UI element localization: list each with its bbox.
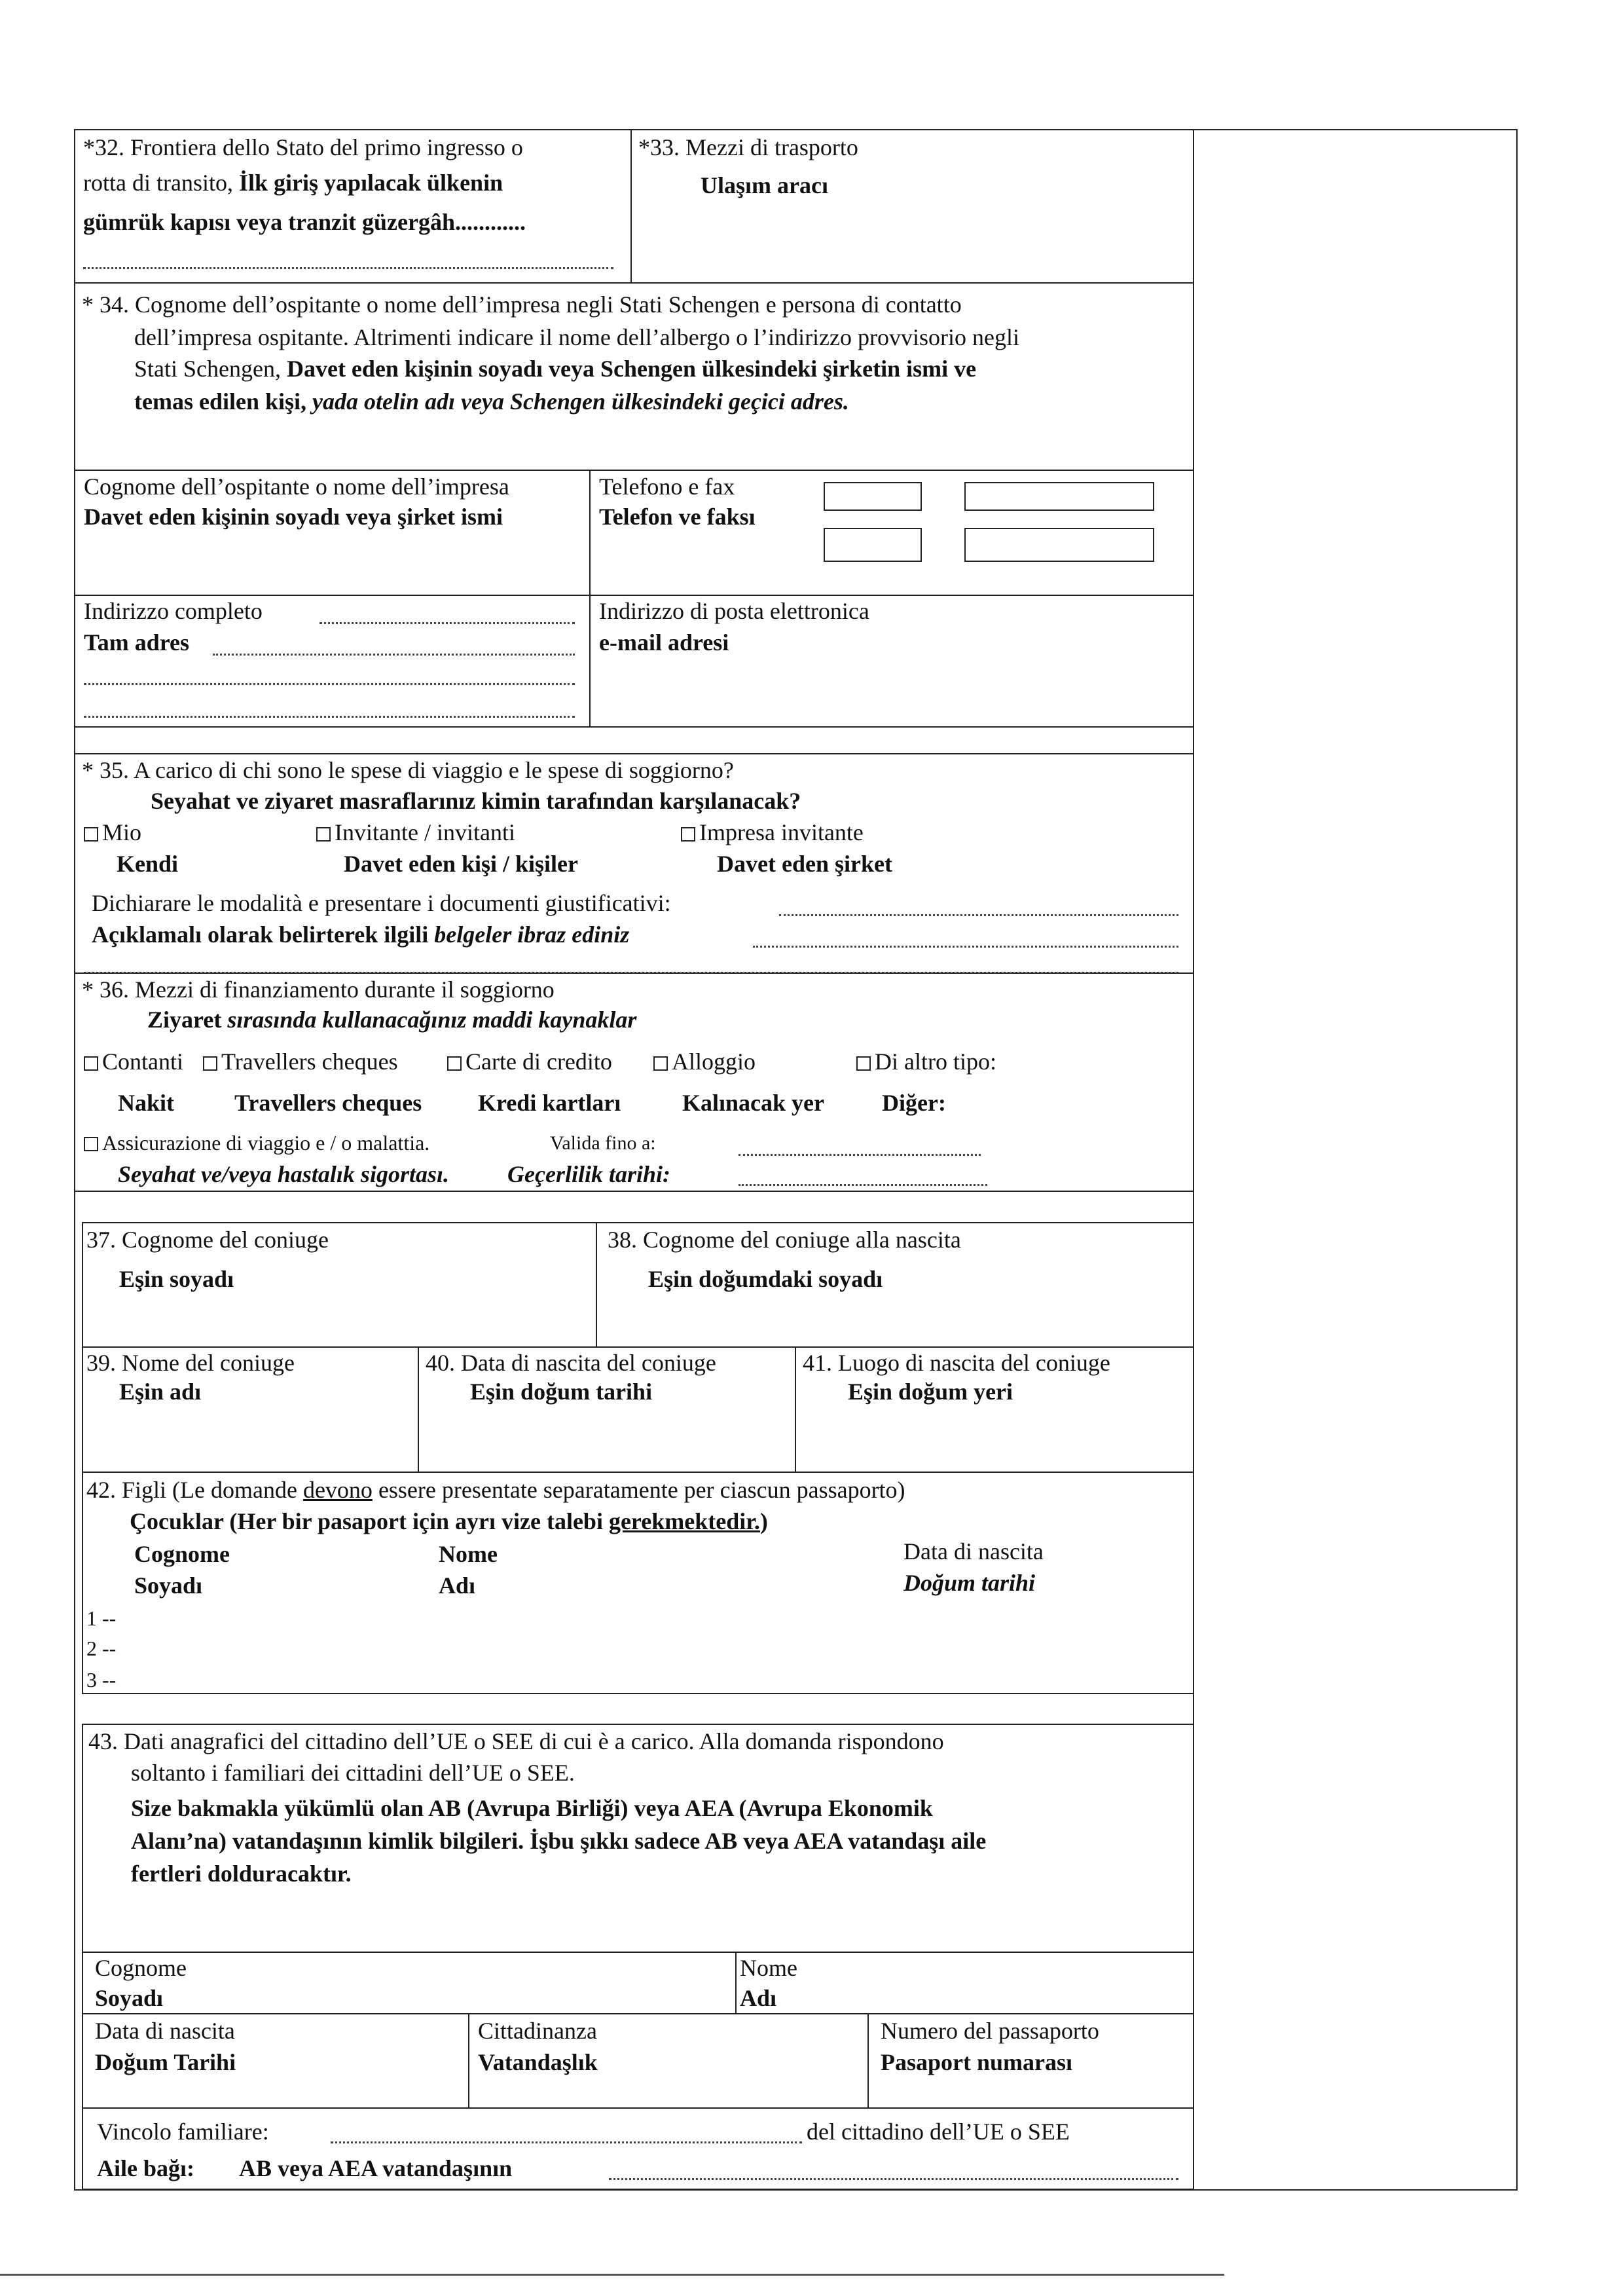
checkbox[interactable] [316, 827, 331, 842]
s35-declare-line-2[interactable] [753, 946, 1178, 948]
s36-label-it: * 36. Mezzi di finanziamento durante il soggiorno [82, 976, 555, 1003]
phone-fax-label-it: Telefono e fax [599, 473, 735, 500]
s35-option-mio-label: Mio [102, 819, 142, 845]
s34-line4-tr: temas edilen kişi, [134, 388, 313, 415]
page-bottom-rule [0, 2274, 1224, 2276]
s36-valid-it: Valida fino a: [550, 1132, 656, 1154]
s32-line3: gümrük kapısı veya tranzit güzergâh............ [83, 209, 526, 235]
s35-option-invitante[interactable] [316, 819, 515, 847]
s43-relation-line-it[interactable] [331, 2141, 802, 2143]
s43-surname-tr: Soyadı [95, 1985, 164, 2011]
s35-option-invitante-tr: Davet eden kişi / kişiler [344, 851, 578, 877]
s35-declare-it: Dichiarare le modalità e presentare i documenti giustificativi: [92, 890, 671, 916]
s42-label-tr [130, 1508, 768, 1536]
phone-fax-label-tr: Telefon ve faksı [599, 504, 756, 530]
s43-line5: fertleri dolduracaktır. [131, 1861, 352, 1887]
s41-label-it: 41. Luogo di nascita del coniuge [803, 1350, 1110, 1376]
s39-label-tr: Eşin adı [119, 1379, 202, 1405]
s43-relation-line-tr[interactable] [609, 2178, 1178, 2180]
s43-name-tr: Adı [740, 1985, 777, 2011]
s36-option-alloggio-label: Alloggio [672, 1048, 756, 1075]
address-line-2[interactable] [213, 654, 575, 656]
s39-label-it: 39. Nome del coniuge [86, 1350, 295, 1376]
s41-label-tr: Eşin doğum yeri [848, 1379, 1013, 1405]
s42-col-dob-it: Data di nascita [903, 1538, 1044, 1565]
s36-option-contanti[interactable] [84, 1048, 183, 1076]
s36-option-carte-label: Carte di credito [465, 1048, 612, 1075]
s32-line2-it: rotta di transito, [83, 170, 239, 196]
s43-passport-tr: Pasaport numarası [881, 2049, 1073, 2075]
phone-prefix-field[interactable] [824, 482, 922, 511]
s36-option-travellers[interactable] [203, 1048, 398, 1076]
checkbox[interactable] [84, 1056, 98, 1071]
s36-valid-tr: Geçerlilik tarihi: [507, 1161, 670, 1187]
address-label-it: Indirizzo completo [84, 598, 263, 624]
s34-line4 [134, 388, 849, 416]
fax-prefix-field[interactable] [824, 528, 922, 562]
s42-row-3[interactable]: 3 -- [86, 1668, 117, 1692]
s36-label-tr-b: sırasında kullanacağınız maddi kaynaklar [227, 1007, 637, 1033]
s42-label-it-a: 42. Figli (Le domande [86, 1477, 303, 1503]
s43-surname-it: Cognome [95, 1955, 187, 1981]
s33-label-it: *33. Mezzi di trasporto [638, 134, 858, 160]
checkbox[interactable] [203, 1056, 217, 1071]
address-line-4[interactable] [84, 716, 575, 718]
s43-relation-it-suffix: del cittadino dell’UE o SEE [807, 2119, 1070, 2145]
s35-option-mio-tr: Kendi [117, 851, 179, 877]
host-name-label-it: Cognome dell’ospitante o nome dell’impresa [84, 473, 509, 500]
s36-label-tr [147, 1006, 636, 1034]
checkbox[interactable] [84, 1137, 98, 1151]
checkbox[interactable] [653, 1056, 668, 1071]
s43-name-box [735, 1952, 1194, 2014]
s43-line4: Alanı’na) vatandaşının kimlik bilgileri. İşbu şıkkı sadece AB veya AEA vatandaşı aile [131, 1828, 987, 1854]
s36-option-altro[interactable] [856, 1048, 996, 1076]
s37-label-it: 37. Cognome del coniuge [86, 1227, 329, 1253]
s42-col-surname-tr: Soyadı [134, 1572, 203, 1599]
checkbox[interactable] [681, 827, 695, 842]
s36-option-kalinacak: Kalınacak yer [682, 1090, 824, 1116]
s43-name-it: Nome [740, 1955, 797, 1981]
checkbox[interactable] [84, 827, 98, 842]
s36-option-travellers-tr: Travellers cheques [234, 1090, 422, 1116]
s36-option-contanti-label: Contanti [102, 1048, 183, 1075]
s34-line3 [134, 355, 976, 383]
s36-option-kredi: Kredi kartları [478, 1090, 621, 1116]
checkbox[interactable] [447, 1056, 462, 1071]
s37-label-tr: Eşin soyadı [119, 1266, 234, 1292]
s43-relation-tr-suffix: AB veya AEA vatandaşının [239, 2155, 513, 2181]
s42-label-it [86, 1476, 905, 1504]
s36-insurance-label: Assicurazione di viaggio e / o malattia. [102, 1131, 430, 1155]
s43-dob-tr: Doğum Tarihi [95, 2049, 236, 2075]
s36-insurance-tr: Seyahat ve/veya hastalık sigortası. [118, 1161, 449, 1187]
s43-dob-it: Data di nascita [95, 2018, 235, 2044]
s34-line1: * 34. Cognome dell’ospitante o nome dell’impresa negli Stati Schengen e persona di contatto [82, 291, 962, 318]
s35-option-invitante-label: Invitante / invitanti [335, 819, 515, 845]
s36-option-nakit: Nakit [118, 1090, 175, 1116]
s36-option-alloggio[interactable] [653, 1048, 756, 1076]
s42-col-surname-it: Cognome [134, 1541, 230, 1567]
s35-declare-tr-b: belgeler ibraz ediniz [434, 921, 630, 948]
s35-declare-tr [92, 921, 629, 949]
s43-line2: soltanto i familiari dei cittadini dell’UE o SEE. [131, 1760, 575, 1786]
s36-option-altro-label: Di altro tipo: [875, 1048, 996, 1075]
s35-declare-line-1[interactable] [779, 914, 1178, 916]
s32-line2 [83, 169, 503, 197]
phone-number-field[interactable] [964, 482, 1154, 511]
s32-entry-line[interactable] [83, 267, 613, 269]
s42-label-it-c: essere presentate separatamente per ciascun passaporto) [372, 1477, 905, 1503]
s35-option-impresa[interactable] [681, 819, 864, 847]
s35-option-impresa-label: Impresa invitante [699, 819, 864, 845]
s36-option-travellers-label: Travellers cheques [221, 1048, 398, 1075]
s40-label-tr: Eşin doğum tarihi [470, 1379, 653, 1405]
s32-line2-tr: İlk giriş yapılacak ülkenin [238, 170, 503, 196]
s42-col-name-it: Nome [439, 1541, 498, 1567]
s43-line1: 43. Dati anagrafici del cittadino dell’UE o SEE di cui è a carico. Alla domanda rispondono [88, 1728, 944, 1754]
address-label-tr: Tam adres [84, 629, 190, 656]
s38-label-it: 38. Cognome del coniuge alla nascita [608, 1227, 961, 1253]
s36-insurance-it[interactable] [84, 1130, 429, 1155]
s43-relation-it: Vincolo familiare: [97, 2119, 269, 2145]
s43-citizenship-it: Cittadinanza [478, 2018, 597, 2044]
address-line-3[interactable] [84, 683, 575, 685]
fax-number-field[interactable] [964, 528, 1154, 562]
email-label-it: Indirizzo di posta elettronica [599, 598, 869, 624]
s36-label-tr-a: Ziyaret [147, 1007, 228, 1033]
s35-declare-tr-a: Açıklamalı olarak belirterek ilgili [92, 921, 435, 948]
s34-line3-it: Stati Schengen, [134, 356, 287, 382]
s42-label-it-underlined: devono [302, 1477, 373, 1503]
s36-option-carte[interactable] [447, 1048, 612, 1076]
s42-row-2[interactable]: 2 -- [86, 1637, 117, 1660]
address-line-1[interactable] [319, 622, 575, 624]
s43-line3: Size bakmakla yükümlü olan AB (Avrupa Birliği) veya AEA (Avrupa Ekonomik [131, 1795, 933, 1821]
s36-valid-line-tr[interactable] [739, 1184, 987, 1186]
s35-question-tr: Seyahat ve ziyaret masraflarınız kimin tarafından karşılanacak? [151, 788, 801, 814]
s34-line2: dell’impresa ospitante. Altrimenti indicare il nome dell’albergo o l’indirizzo provvisorio negli [134, 324, 1019, 350]
s35-question-it: * 35. A carico di chi sono le spese di viaggio e le spese di soggiorno? [82, 757, 734, 783]
s42-label-tr-c: ) [759, 1508, 768, 1534]
s33-label-tr: Ulaşım aracı [701, 172, 828, 198]
s42-col-name-tr: Adı [439, 1572, 476, 1599]
s35-option-impresa-tr: Davet eden şirket [717, 851, 892, 877]
s43-passport-it: Numero del passaporto [881, 2018, 1099, 2044]
s43-citizenship-tr: Vatandaşlık [478, 2049, 598, 2075]
s42-label-tr-a: Çocuklar (Her bir pasaport için ayrı vize talebi [130, 1508, 609, 1534]
checkbox[interactable] [856, 1056, 871, 1071]
s34-line3-tr: Davet eden kişinin soyadı veya Schengen ülkesindeki şirketin ismi ve [286, 356, 977, 382]
s40-label-it: 40. Data di nascita del coniuge [426, 1350, 716, 1376]
s43-relation-tr: Aile bağı: [97, 2155, 194, 2181]
s36-option-diger: Diğer: [882, 1090, 946, 1116]
s34-line4-italic: yada otelin adı veya Schengen ülkesindeki geçici adres. [312, 388, 849, 415]
s42-row-1[interactable]: 1 -- [86, 1606, 117, 1630]
email-label-tr: e-mail adresi [599, 629, 729, 656]
s32-line1: *32. Frontiera dello Stato del primo ingresso o [83, 134, 523, 160]
s35-option-mio[interactable] [84, 819, 141, 847]
host-name-label-tr: Davet eden kişinin soyadı veya şirket ismi [84, 504, 503, 530]
s42-col-dob-tr: Doğum tarihi [903, 1570, 1036, 1596]
s42-label-tr-underlined: gerekmektedir. [608, 1508, 760, 1534]
s36-valid-line-it[interactable] [739, 1154, 981, 1156]
s38-label-tr: Eşin doğumdaki soyadı [648, 1266, 883, 1292]
